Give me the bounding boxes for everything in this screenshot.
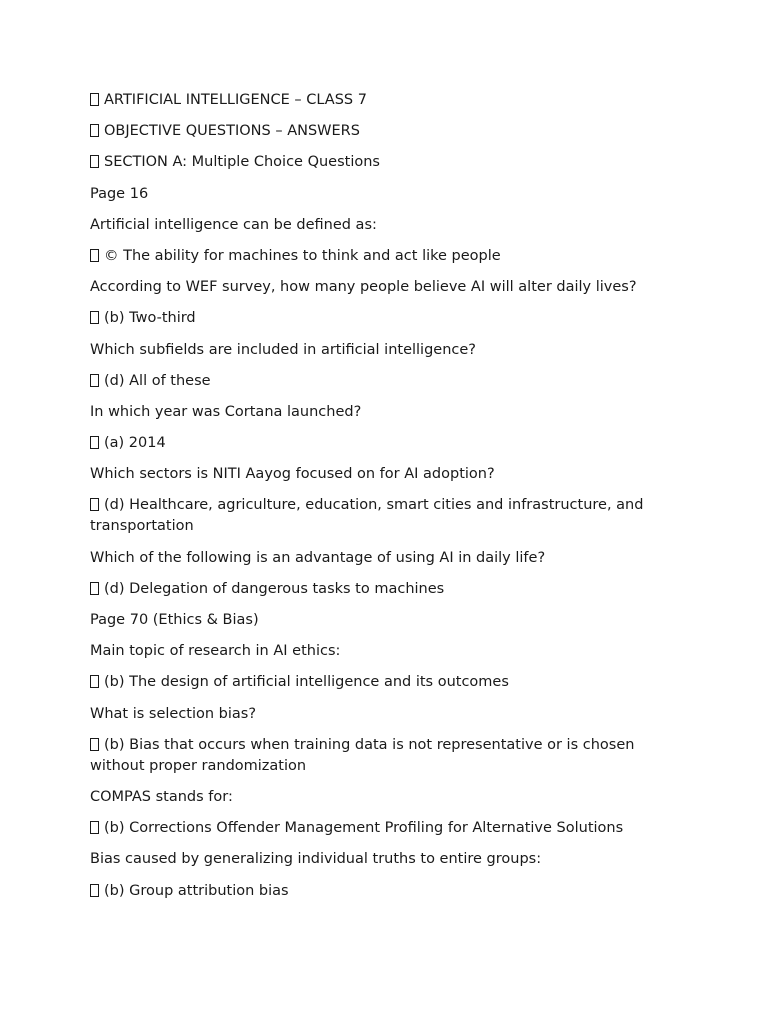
question-text: In which year was Cortana launched? — [90, 403, 362, 420]
doc-subtitle: OBJECTIVE QUESTIONS – ANSWERS — [104, 123, 360, 140]
doc-subtitle-line — [90, 121, 680, 142]
answer-text: (d) All of these — [104, 372, 211, 389]
page-ref: Page 16 — [90, 185, 149, 202]
question-text: Artificial intelligence can be defined as: — [90, 216, 377, 233]
missing-glyph-box-icon — [90, 155, 99, 168]
missing-glyph-box-icon — [90, 374, 99, 387]
missing-glyph-box-icon — [90, 124, 99, 137]
answer-line — [90, 579, 680, 600]
question-text: Which sectors is NITI Aayog focused on for AI adoption? — [90, 466, 495, 483]
answer-text: (b) Two-third — [104, 310, 196, 327]
page-ref: Page 70 (Ethics & Bias) — [90, 612, 259, 628]
answer-text: (b) Corrections Offender Management Profiling for Alternative Solutions — [104, 820, 624, 837]
answer-line — [90, 246, 680, 267]
missing-glyph-box-icon — [90, 436, 99, 449]
question-text: Which of the following is an advantage of using AI in daily life? — [90, 549, 546, 566]
answer-text: © The ability for machines to think and act like people — [104, 247, 501, 264]
answer-line — [90, 818, 680, 839]
missing-glyph-box-icon — [90, 498, 99, 511]
answer-text: (a) 2014 — [104, 435, 166, 452]
missing-glyph-box-icon — [90, 675, 99, 688]
answer-line — [90, 735, 680, 777]
question-text: COMPAS stands for: — [90, 788, 233, 805]
answer-text: (b) The design of artificial intelligence and its outcomes — [104, 674, 509, 691]
answer-text: (b) Bias that occurs when training data is not representative or is chosen without proper randomization — [90, 736, 635, 774]
answer-line — [90, 371, 680, 392]
doc-title: ARTIFICIAL INTELLIGENCE – CLASS 7 — [104, 92, 367, 108]
answer-line — [90, 881, 680, 902]
answer-line — [90, 672, 680, 693]
missing-glyph-box-icon — [90, 93, 99, 106]
question-text: Which subfields are included in artificial intelligence? — [90, 341, 476, 358]
question-text: Bias caused by generalizing individual truths to entire groups: — [90, 851, 542, 868]
question-text: According to WEF survey, how many people believe AI will alter daily lives? — [90, 279, 637, 296]
doc-title-line — [90, 90, 680, 111]
missing-glyph-box-icon — [90, 884, 99, 897]
answer-line — [90, 433, 680, 454]
answer-line — [90, 308, 680, 329]
section-heading-line — [90, 152, 680, 173]
answer-text: (b) Group attribution bias — [104, 882, 289, 899]
missing-glyph-box-icon — [90, 311, 99, 324]
question-text: What is selection bias? — [90, 705, 257, 722]
document-page — [90, 90, 680, 912]
answer-text: (d) Delegation of dangerous tasks to machines — [104, 580, 445, 597]
missing-glyph-box-icon — [90, 249, 99, 262]
answer-text: (d) Healthcare, agriculture, education, smart cities and infrastructure, and transportation — [90, 497, 644, 535]
missing-glyph-box-icon — [90, 582, 99, 595]
question-text: Main topic of research in AI ethics: — [90, 643, 341, 660]
section-heading: SECTION A: Multiple Choice Questions — [104, 154, 380, 171]
missing-glyph-box-icon — [90, 738, 99, 751]
missing-glyph-box-icon — [90, 821, 99, 834]
answer-line — [90, 495, 680, 537]
